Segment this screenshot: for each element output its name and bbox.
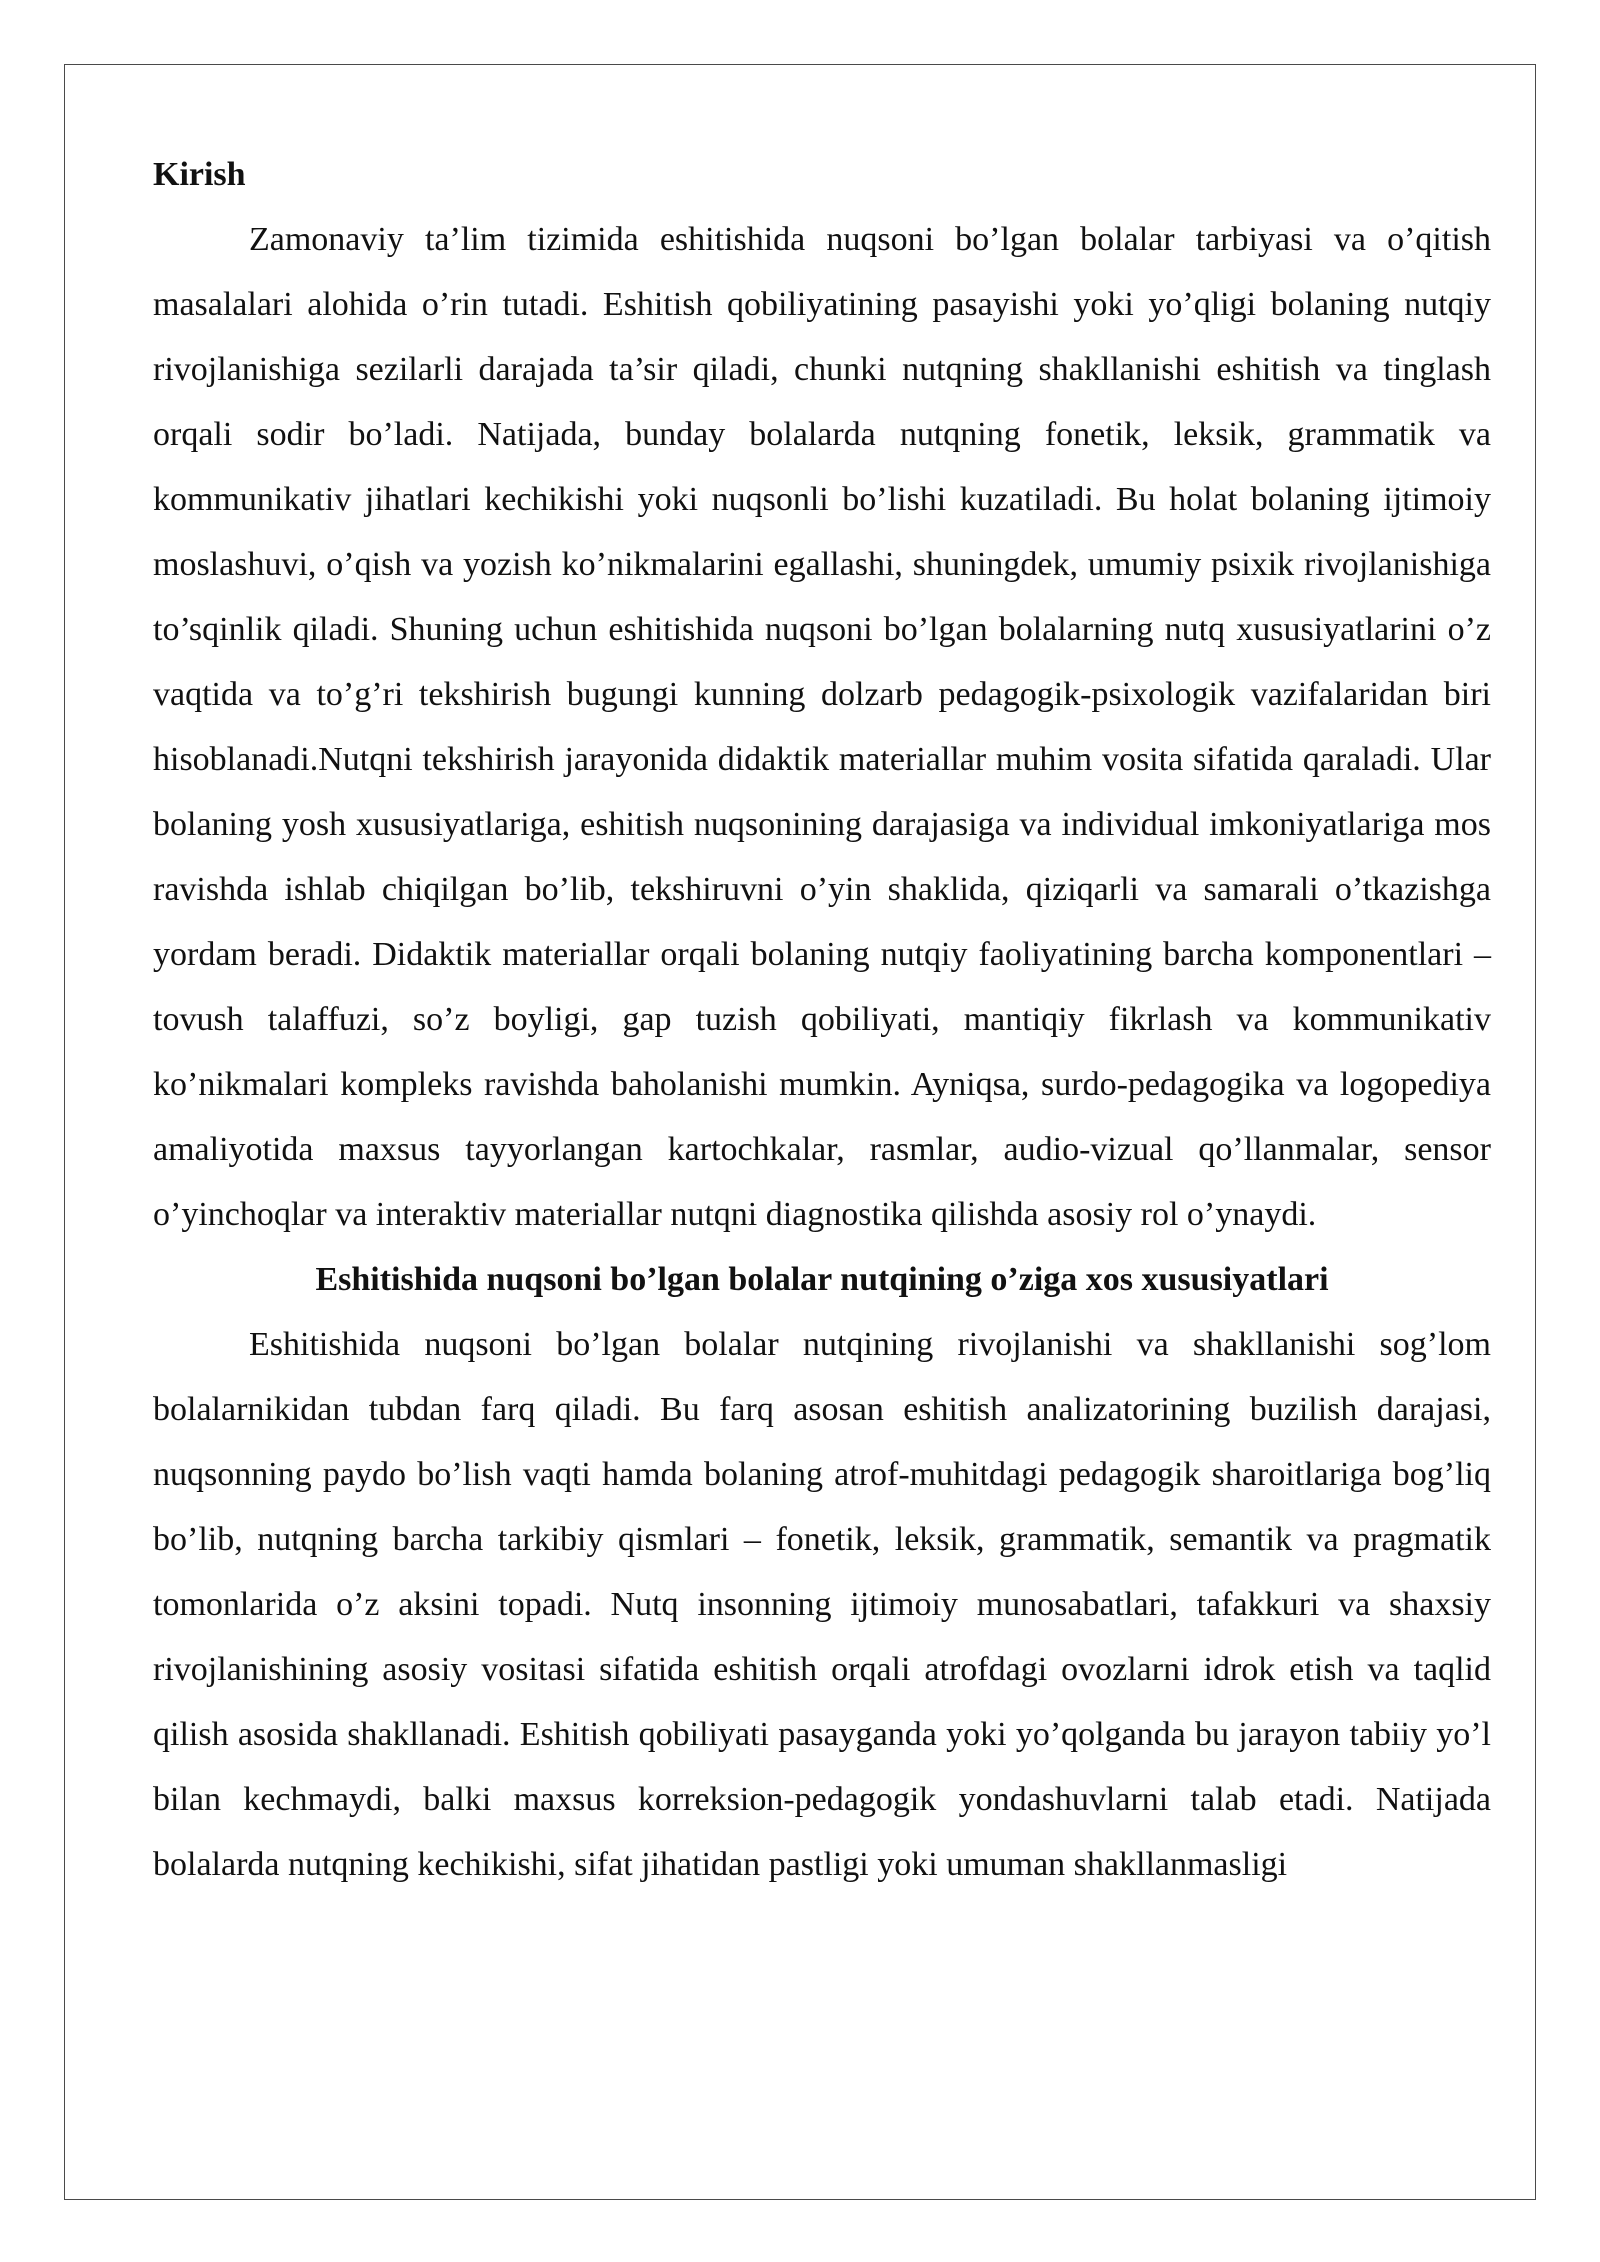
- document-body: [153, 142, 1491, 1897]
- intro-paragraph: Zamonaviy ta’lim tizimida eshitishida nuqsoni bo’lgan bolalar tarbiyasi va o’qitish masalalari alohida o’rin tutadi. Eshitish qobiliyatining pasayishi yoki yo’qligi bolaning nutqiy rivojlanishiga sezilarli darajada ta’sir qiladi, chunki nutqning shakllanishi eshitish va tinglash orqali sodir bo’ladi. Natijada, bunday bolalarda nutqning fonetik, leksik, grammatik va kommunikativ jihatlari kechikishi yoki nuqsonli bo’lishi kuzatiladi. Bu holat bolaning ijtimoiy moslashuvi, o’qish va yozish ko’nikmalarini egallashi, shuningdek, umumiy psixik rivojlanishiga to’sqinlik qiladi. Shuning uchun eshitishida nuqsoni bo’lgan bolalarning nutq xususiyatlarini o’z vaqtida va to’g’ri tekshirish bugungi kunning dolzarb pedagogik-psixologik vazifalaridan biri hisoblanadi.Nutqni tekshirish jarayonida didaktik materiallar muhim vosita sifatida qaraladi. Ular bolaning yosh xususiyatlariga, eshitish nuqsonining darajasiga va individual imkoniyatlariga mos ravishda ishlab chiqilgan bo’lib, tekshiruvni o’yin shaklida, qiziqarli va samarali o’tkazishga yordam beradi. Didaktik materiallar orqali bolaning nutqiy faoliyatining barcha komponentlari – tovush talaffuzi, so’z boyligi, gap tuzish qobiliyati, mantiqiy fikrlash va kommunikativ ko’nikmalari kompleks ravishda baholanishi mumkin. Ayniqsa, surdo-pedagogika va logopediya amaliyotida maxsus tayyorlangan kartochkalar, rasmlar, audio-vizual qo’llanmalar, sensor o’yinchoqlar va interaktiv materiallar nutqni diagnostika qilishda asosiy rol o’ynaydi.: [153, 221, 1491, 1233]
- section-paragraph: Eshitishida nuqsoni bo’lgan bolalar nutqining rivojlanishi va shakllanishi sog’lom bolalarnikidan tubdan farq qiladi. Bu farq asosan eshitish analizatorining buzilish darajasi, nuqsonning paydo bo’lish vaqti hamda bolaning atrof-muhitdagi pedagogik sharoitlariga bog’liq bo’lib, nutqning barcha tarkibiy qismlari – fonetik, leksik, grammatik, semantik va pragmatik tomonlarida o’z aksini topadi. Nutq insonning ijtimoiy munosabatlari, tafakkuri va shaxsiy rivojlanishining asosiy vositasi sifatida eshitish orqali atrofdagi ovozlarni idrok etish va taqlid qilish asosida shakllanadi. Eshitish qobiliyati pasayganda yoki yo’qolganda bu jarayon tabiiy yo’l bilan kechmaydi, balki maxsus korreksion-pedagogik yondashuvlarni talab etadi. Natijada bolalarda nutqning kechikishi, sifat jihatidan pastligi yoki umuman shakllanmasligi: [153, 1326, 1491, 1883]
- intro-heading: Kirish: [153, 156, 246, 193]
- section-heading: Eshitishida nuqsoni bo’lgan bolalar nutqining o’ziga xos xususiyatlari: [315, 1261, 1329, 1298]
